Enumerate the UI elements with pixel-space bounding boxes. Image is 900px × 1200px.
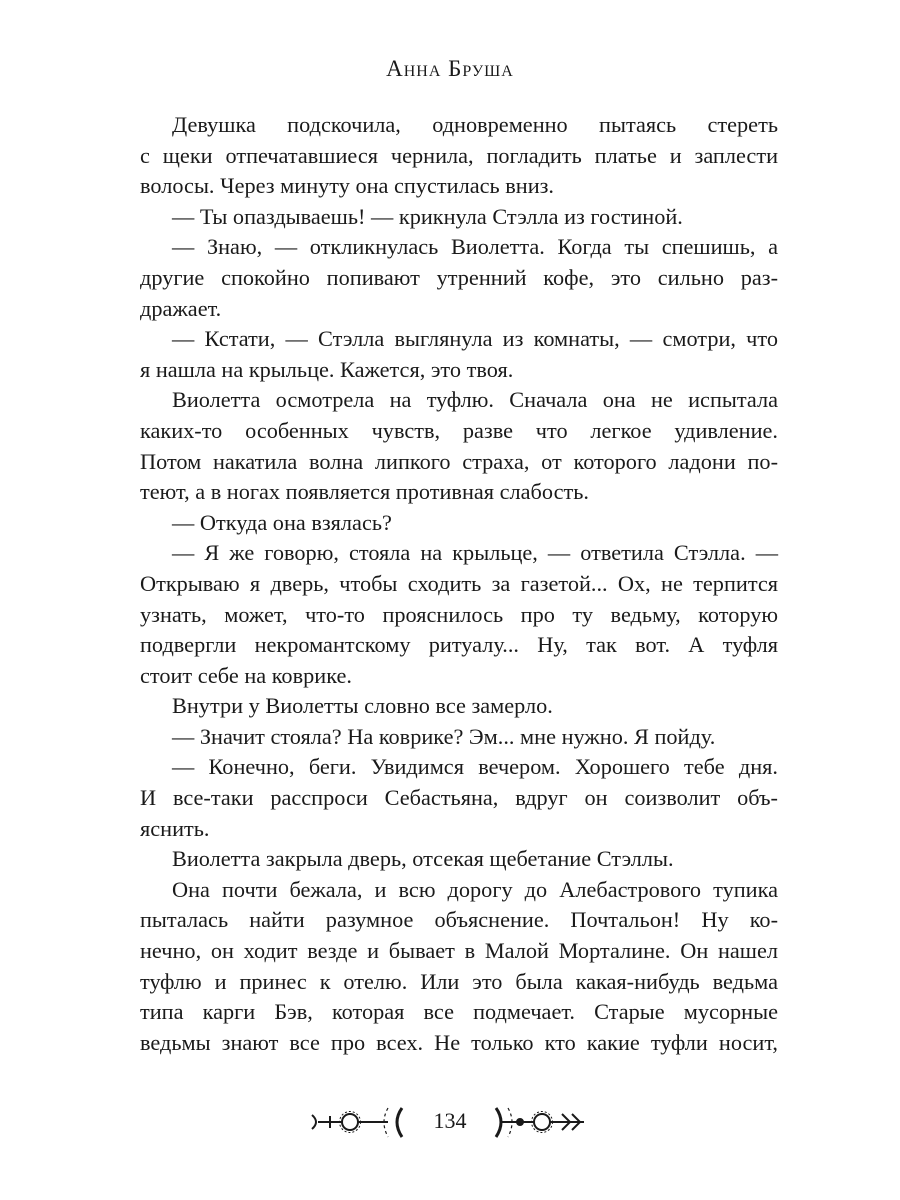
paragraph [140, 722, 778, 753]
paragraph [140, 385, 778, 507]
text-line: каких-то особенных чувств, разве что легкое удивление. [140, 417, 778, 443]
paragraph [140, 508, 778, 539]
text-line: ведьмы знают все про всех. Не только кто какие туфли носит, [140, 1029, 778, 1055]
text-line: — Знаю, — откликнулась Виолетта. Когда ты спешишь, а [172, 234, 778, 260]
text-line: — Ты опаздываешь! — крикнула Стэлла из гостиной. [172, 203, 683, 229]
right-ornament-icon [492, 1100, 592, 1144]
page-body-text [140, 110, 778, 1058]
text-line: — Откуда она взялась? [172, 509, 392, 535]
text-line: другие спокойно попивают утренний кофе, это сильно раз- [140, 264, 778, 290]
text-line: Потом накатила волна липкого страха, от которого ладони по- [140, 448, 778, 474]
text-line: с щеки отпечатавшиеся чернила, погладить платье и заплести [140, 142, 778, 168]
page-number: 134 [433, 1108, 467, 1133]
paragraph [140, 875, 778, 1059]
text-line: — Значит стояла? На коврике? Эм... мне нужно. Я пойду. [172, 723, 716, 749]
text-line: подвергли некромантскому ритуалу... Ну, так вот. А туфля [140, 632, 778, 658]
paragraph [140, 691, 778, 722]
paragraph [140, 752, 778, 844]
paragraph [140, 110, 778, 202]
text-line: пыталась найти разумное объяснение. Почтальон! Ну ко- [140, 907, 778, 933]
text-line: Открываю я дверь, чтобы сходить за газетой... Ох, не терпится [140, 570, 778, 596]
text-line: — Я же говорю, стояла на крыльце, — ответила Стэлла. — [172, 540, 778, 566]
text-line: теют, а в ногах появляется противная слабость. [140, 479, 589, 505]
text-line: И все-таки расспроси Себастьяна, вдруг он соизволит объ- [140, 785, 778, 811]
running-title: Анна Бруша [386, 56, 514, 81]
text-line: туфлю и принес к отелю. Или это была какая-нибудь ведьма [140, 968, 778, 994]
text-line: Она почти бежала, и всю дорогу до Алебастрового тупика [172, 876, 778, 902]
text-line: узнать, может, что-то прояснилось про ту ведьму, которую [140, 601, 778, 627]
paragraph [140, 202, 778, 233]
text-line: нечно, он ходит везде и бывает в Малой Морталине. Он нашел [140, 938, 778, 964]
text-line: Виолетта закрыла дверь, отсекая щебетание Стэллы. [172, 846, 674, 872]
paragraph [140, 844, 778, 875]
text-line: типа карги Бэв, которая все подмечает. Старые мусорные [140, 999, 778, 1025]
text-line: — Конечно, беги. Увидимся вечером. Хорошего тебе дня. [172, 754, 778, 780]
paragraph [140, 538, 778, 691]
text-line: Девушка подскочила, одновременно пытаясь стереть [172, 112, 778, 137]
text-line: — Кстати, — Стэлла выглянула из комнаты, — смотри, что [172, 326, 778, 352]
text-line: волосы. Через минуту она спустилась вниз. [140, 173, 555, 199]
text-line: стоит себе на коврике. [140, 662, 352, 688]
text-line: яснить. [140, 815, 210, 841]
paragraph [140, 232, 778, 324]
text-line: я нашла на крыльце. Кажется, это твоя. [140, 356, 514, 382]
paragraph [140, 324, 778, 385]
page-footer [0, 1100, 900, 1144]
text-line: Виолетта осмотрела на туфлю. Сначала она не испытала [172, 387, 778, 413]
text-line: дражает. [140, 295, 222, 321]
text-line: Внутри у Виолетты словно все замерло. [172, 693, 553, 719]
